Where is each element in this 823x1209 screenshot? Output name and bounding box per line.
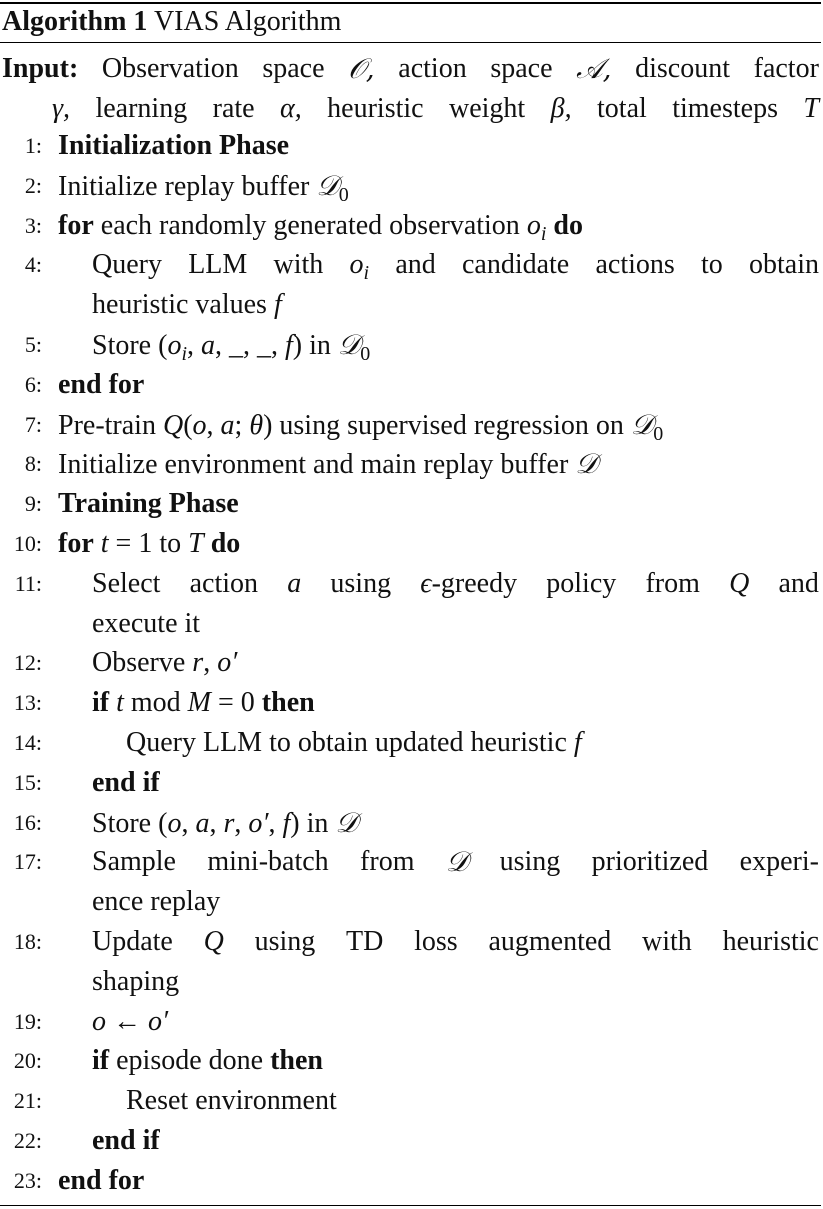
line-content	[92, 564, 819, 604]
algorithm-line	[0, 723, 821, 763]
line-content	[92, 882, 819, 922]
algorithm-lines	[0, 126, 821, 1201]
line-number: 9:	[24, 491, 42, 517]
algorithm-line	[0, 325, 821, 365]
line-token: Query LLM to obtain updated heuristic	[126, 726, 574, 758]
line-content	[92, 683, 819, 723]
algorithm-line	[0, 365, 821, 405]
algorithm-line	[0, 126, 821, 166]
line-token	[94, 528, 101, 559]
input-word: 𝒜,	[576, 52, 612, 85]
algorithm-line	[0, 1041, 821, 1081]
line-word: with	[642, 925, 692, 957]
line-token: o	[526, 209, 541, 241]
line-token: do	[210, 527, 241, 559]
line-token: do	[553, 209, 583, 241]
input-line-1	[2, 49, 819, 89]
line-token: for	[58, 527, 94, 559]
line-token: a	[195, 807, 210, 839]
line-token: episode done	[109, 1045, 271, 1077]
line-token: o	[167, 329, 182, 361]
line-word: LLM	[188, 249, 248, 281]
line-token: , _, _,	[215, 329, 285, 361]
input-word: weight	[449, 93, 526, 124]
line-number: 18:	[13, 928, 42, 954]
line-number: 1:	[24, 133, 42, 158]
line-token: for	[58, 209, 94, 241]
line-token: ,	[187, 329, 201, 361]
input-word: space	[490, 53, 553, 84]
line-word: ϵ-greedy	[420, 567, 518, 599]
line-token: Initialize environment and main replay buffer	[58, 449, 576, 481]
line-word: using	[254, 925, 316, 957]
algorithm-line	[0, 1161, 821, 1201]
line-token: ←	[106, 1005, 148, 1037]
line-word: $o_i$	[349, 249, 370, 285]
line-token: Training Phase	[58, 488, 239, 520]
line-word: Select	[92, 567, 161, 599]
line-word: candidate	[461, 249, 570, 281]
line-token: Initialization Phase	[58, 130, 290, 161]
line-token: Pre-train	[58, 409, 163, 441]
line-token: 𝒟	[575, 447, 598, 481]
line-token: ;	[234, 409, 250, 441]
line-token: ,	[209, 807, 224, 839]
algorithm-line	[0, 962, 821, 1002]
line-token: T	[188, 527, 204, 559]
line-number: 14:	[13, 729, 42, 755]
line-content	[92, 922, 819, 962]
line-token: 𝒟	[337, 327, 361, 361]
line-token: ,	[203, 647, 218, 679]
algorithm-line	[0, 484, 821, 524]
line-token: a	[220, 409, 235, 441]
line-token: ,	[181, 807, 196, 839]
input-word: heuristic	[327, 93, 424, 124]
line-token: Observe	[92, 647, 193, 679]
algorithm-line	[0, 922, 821, 962]
line-word: TD	[346, 925, 384, 957]
input-word: total	[597, 93, 647, 124]
caption-title: VIAS Algorithm	[153, 6, 342, 37]
line-word: Q	[203, 925, 224, 957]
line-token: shaping	[92, 965, 180, 997]
line-word: with	[273, 249, 324, 281]
line-token: M	[187, 687, 211, 719]
line-token: o	[192, 409, 207, 441]
line-word: from	[645, 567, 700, 599]
line-number: 12:	[13, 650, 42, 676]
algorithm-caption	[2, 4, 341, 40]
line-token: 𝒟	[316, 168, 339, 202]
line-number: 6:	[24, 371, 42, 397]
line-token: ) in	[290, 807, 336, 839]
line-token: then	[270, 1045, 323, 1077]
line-token: f	[285, 329, 293, 361]
input-word: timesteps	[672, 93, 778, 124]
line-word: experi-	[739, 846, 819, 878]
line-number: 2:	[24, 172, 42, 198]
algorithm-line	[0, 564, 821, 604]
line-token: each randomly generated observation	[93, 209, 527, 241]
algorithm-line	[0, 1121, 821, 1161]
line-content	[92, 1041, 819, 1081]
line-token: a	[201, 329, 215, 361]
line-word: Update	[92, 925, 173, 957]
line-number: 4:	[24, 252, 42, 278]
line-token: end if	[92, 1124, 160, 1156]
line-token: 0	[360, 342, 371, 365]
input-word: T	[803, 93, 819, 124]
line-number: 5:	[24, 331, 42, 357]
algorithm-line	[0, 683, 821, 723]
line-word: loss	[414, 925, 458, 957]
input-line-2	[2, 89, 819, 129]
input-word: factor	[753, 53, 819, 84]
line-token: end for	[58, 1164, 145, 1196]
line-content	[92, 962, 819, 1002]
line-token: end if	[92, 766, 160, 798]
line-number: 20:	[13, 1048, 42, 1074]
line-word: Sample	[92, 846, 176, 878]
line-number: 15:	[13, 769, 42, 795]
line-number: 8:	[24, 451, 42, 477]
line-token	[204, 528, 211, 559]
line-token: θ	[249, 409, 264, 441]
line-token: i	[540, 222, 547, 245]
line-content	[92, 285, 819, 325]
line-content	[58, 524, 819, 564]
algorithm-line	[0, 524, 821, 564]
line-number: 13:	[13, 690, 42, 716]
line-token: (	[183, 409, 193, 441]
line-token: ,	[206, 409, 221, 441]
line-content	[92, 803, 819, 844]
algorithm-line	[0, 604, 821, 644]
algorithm-line	[0, 763, 821, 803]
algorithm-line	[0, 166, 821, 206]
line-token: Q	[162, 409, 184, 441]
line-token: o	[167, 807, 182, 839]
line-token: ence replay	[92, 886, 221, 918]
algorithm-line	[0, 206, 821, 246]
line-word: policy	[546, 567, 617, 599]
line-token: if	[92, 687, 110, 719]
line-word: a	[287, 567, 302, 599]
line-token: 𝒟	[630, 407, 654, 441]
algorithm-line	[0, 882, 821, 922]
line-token: o	[92, 1005, 106, 1037]
line-token: Store (	[92, 329, 168, 361]
algorithm-line	[0, 803, 821, 843]
line-token: 0	[338, 183, 349, 206]
line-word: from	[360, 846, 415, 878]
line-token: = 0	[211, 687, 262, 719]
line-token: o′	[217, 647, 238, 679]
algorithm-line	[0, 1081, 821, 1121]
line-token: ,	[268, 807, 283, 839]
line-token: ) using supervised regression on	[263, 409, 631, 441]
algorithm-line	[0, 444, 821, 484]
line-token: execute it	[92, 607, 201, 639]
line-content	[58, 444, 819, 485]
line-token: mod	[123, 687, 188, 719]
line-word: prioritized	[591, 846, 709, 878]
algorithm-line	[0, 245, 821, 285]
line-content	[92, 763, 819, 803]
line-word: action	[189, 567, 259, 599]
line-content	[92, 643, 819, 683]
algorithm-line	[0, 405, 821, 445]
input-label: Input:	[2, 53, 79, 84]
line-content	[92, 1121, 819, 1161]
input-word: action	[398, 53, 467, 84]
line-token: t	[116, 687, 124, 719]
line-content	[58, 1161, 819, 1201]
input-word: β,	[550, 93, 572, 124]
line-token: t	[100, 527, 109, 559]
line-word: actions	[595, 249, 675, 281]
input-word: 𝒪,	[348, 52, 375, 85]
line-word: to	[701, 249, 723, 281]
line-token: ) in	[292, 329, 338, 361]
line-token: r	[223, 807, 235, 839]
line-token: f	[273, 289, 282, 321]
line-token: i	[181, 342, 187, 365]
line-word: and	[395, 249, 436, 281]
line-token: o′	[248, 807, 269, 839]
line-word: mini-batch	[207, 846, 329, 878]
line-token: 0	[653, 422, 664, 445]
algorithm-line	[0, 842, 821, 882]
line-number: 23:	[13, 1167, 42, 1193]
line-content	[58, 365, 819, 405]
line-content	[92, 604, 819, 644]
input-declaration	[2, 49, 819, 129]
line-token: if	[92, 1045, 110, 1077]
line-token: = 1 to	[108, 527, 189, 559]
line-word: Q	[729, 567, 750, 599]
input-word: α,	[280, 93, 302, 124]
input-word: γ,	[52, 93, 71, 124]
line-number: 22:	[13, 1127, 42, 1153]
bottom-rule	[0, 1205, 821, 1206]
line-number: 19:	[13, 1008, 42, 1034]
line-word: obtain	[749, 249, 819, 281]
line-token: end for	[58, 368, 145, 400]
line-content	[126, 723, 819, 763]
line-token: o′	[148, 1005, 169, 1037]
input-word: discount	[635, 53, 731, 84]
line-number: 11:	[14, 570, 42, 596]
line-content	[58, 126, 819, 166]
line-token: ,	[234, 807, 249, 839]
line-token: Store (	[92, 807, 168, 839]
line-content	[92, 842, 819, 882]
line-number: 3:	[24, 212, 42, 238]
line-token: f	[282, 807, 291, 839]
input-word: Observation	[101, 53, 239, 84]
caption-rule	[0, 42, 821, 43]
line-token: f	[573, 726, 582, 758]
input-word: space	[262, 53, 325, 84]
line-token: r	[192, 647, 204, 679]
line-number: 17:	[13, 849, 42, 875]
line-number: 10:	[13, 530, 42, 556]
line-word: heuristic	[722, 925, 819, 957]
line-word: using	[330, 567, 392, 599]
line-token: 𝒟	[335, 805, 358, 839]
input-word: rate	[212, 93, 255, 124]
algorithm-line	[0, 643, 821, 683]
algorithm-line	[0, 285, 821, 325]
caption-label: Algorithm 1	[2, 6, 148, 37]
line-number: 21:	[13, 1088, 42, 1114]
algorithm-line	[0, 1002, 821, 1042]
line-content	[92, 1002, 819, 1042]
line-word: using	[499, 846, 561, 878]
line-token: then	[261, 687, 315, 719]
line-word: and	[778, 567, 819, 599]
line-word: Query	[92, 249, 162, 281]
input-word: learning	[95, 93, 188, 124]
line-token: Initialize replay buffer	[58, 170, 317, 202]
line-token: heuristic values	[92, 289, 274, 321]
line-word: 𝒟	[445, 845, 469, 879]
line-number: 7:	[24, 411, 42, 437]
line-word: augmented	[488, 925, 612, 957]
line-number: 16:	[13, 809, 42, 835]
line-content	[58, 484, 819, 524]
line-token: Reset environment	[126, 1085, 337, 1117]
line-content	[126, 1081, 819, 1121]
